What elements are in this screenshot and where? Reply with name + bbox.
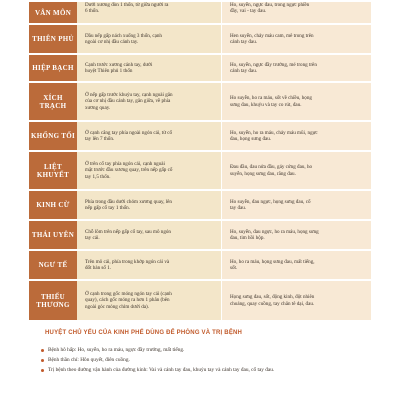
acupoint-indication: Hen suyễn, chảy máu cam, mê trong trên cánh tay đau.	[221, 25, 371, 53]
acupoint-location: Phía trong đầu dưới chỏm xương quay, lên nếp gấp cổ tay 1 thốn.	[77, 191, 221, 219]
list-item: Trị bệnh theo đường vận hành của đường kinh: Vai và cánh tay đau, khuỷu tay và cánh tay đau, cổ tay đau.	[41, 365, 386, 375]
acupoint-location: Ở cạnh trong gốc móng ngón tay cái (cạnh quay), cách gốc móng ra hơn 1 phân (bên ngoài góc móng chỉm dưới da).	[77, 281, 221, 320]
acupoint-indication: Ho suyễn, đau ngực, họng sưng đau, cổ tay đau.	[221, 191, 371, 219]
bullet-dot-icon	[41, 359, 44, 362]
acupoint-name: THIÊN PHỦ	[29, 25, 77, 53]
acupoint-location: Ở trên cổ tay phía ngón cái, cạnh ngoài mặt trước đầu xương quay, trên nếp gấp cổ tay 1,5 thốn.	[77, 152, 221, 189]
table-row	[29, 2, 371, 23]
acupoint-indication: Ho suyễn, ho ra máu, sốt về chiều, họng sưng đau, khuỷu và tay co rút, đau.	[221, 83, 371, 120]
table-row	[29, 122, 371, 150]
acupoint-location: Cạnh trước xương cánh tay, dưới huyệt Thiên phủ 1 thốn	[77, 55, 221, 81]
acupoint-indication: Ho, suyễn, ho ra máu, chảy máu mũi, ngực đau, họng sưng đau.	[221, 122, 371, 150]
list-item: Bệnh hô hấp: Ho, suyễn, ho ra máu, ngực đầy trướng, mất tiếng.	[41, 345, 386, 355]
list-item: Bệnh thần chí: Hôn quyết, điên cuồng.	[41, 355, 386, 365]
acupoint-name: XÍCH TRẠCH	[29, 83, 77, 120]
table-row	[29, 83, 371, 120]
table-row	[29, 55, 371, 81]
acupoint-location: Trên mô cái, phía trong khớp ngón cái và đốt bàn số 1.	[77, 251, 221, 279]
table-row	[29, 251, 371, 279]
acupoint-name: KINH CỪ	[29, 191, 77, 219]
acupoint-name: HIỆP BẠCH	[29, 55, 77, 81]
acupoint-indication: Ho, suyễn, ngực đầy trướng, mé trong trên cánh tay đau.	[221, 55, 371, 81]
bullet-dot-icon	[41, 349, 44, 352]
acupoint-indication: Đau đầu, đau nửa đầu, gáy cứng đau, ho suyễn, họng sưng đau, răng đau.	[221, 152, 371, 189]
acupoint-name: VÂN MÔN	[29, 2, 77, 23]
acupoint-name: LIỆT KHUYẾT	[29, 152, 77, 189]
acupoint-name: THIẾU THƯƠNG	[29, 281, 77, 320]
table-row	[29, 191, 371, 219]
acupoint-name: KHỔNG TỐI	[29, 122, 77, 150]
acupoint-location: Dưới xương đòn 1 thốn, từ giữa người ra 6 thốn.	[77, 2, 221, 23]
acupoint-location: Chỗ lõm trên nếp gấp cổ tay, sau mô ngón tay cái.	[77, 221, 221, 249]
acupoint-indication: Ho, ho ra máu, họng sưng đau, mất tiếng, sốt.	[221, 251, 371, 279]
bullet-dot-icon	[41, 369, 44, 372]
acupoint-indication: Ho, suyễn, ngực đau, trong ngực phiền đầy, vai - tay đau.	[221, 2, 371, 23]
acupoint-location: Dầu nếp gấp nách xuống 3 thốn, cạnh ngoài cơ nhị đầu cánh tay.	[77, 25, 221, 53]
acupoint-indication: Họng sưng đau, sốt, động kinh, đột nhiên choáng, quay cuồng, tay chân tê dại, đau.	[221, 281, 371, 320]
acupoint-name: THÁI UYÊN	[29, 221, 77, 249]
bullet-list	[41, 345, 386, 375]
acupoint-location: Ở nếp gấp trước khuỷu tay, cạnh ngoài gân của cơ nhị đầu cánh tay, gân giữa, về phía xương quay.	[77, 83, 221, 120]
section-title: HUYỆT CHỦ YẾU CỦA KINH PHẾ DÙNG ĐỂ PHÒNG VÀ TRỊ BỆNH	[45, 330, 243, 336]
table-row	[29, 152, 371, 189]
acupoint-location: Ở cạnh cẳng tay phía ngoài ngón cái, từ cổ tay lên 7 thốn.	[77, 122, 221, 150]
acupoint-table	[29, 0, 371, 322]
acupoint-indication: Ho, suyễn, đau ngực, ho ra máu, họng sưng đau, tim hồi hộp.	[221, 221, 371, 249]
table-row	[29, 281, 371, 320]
table-row	[29, 25, 371, 53]
acupoint-name: NGƯ TẾ	[29, 251, 77, 279]
table-row	[29, 221, 371, 249]
